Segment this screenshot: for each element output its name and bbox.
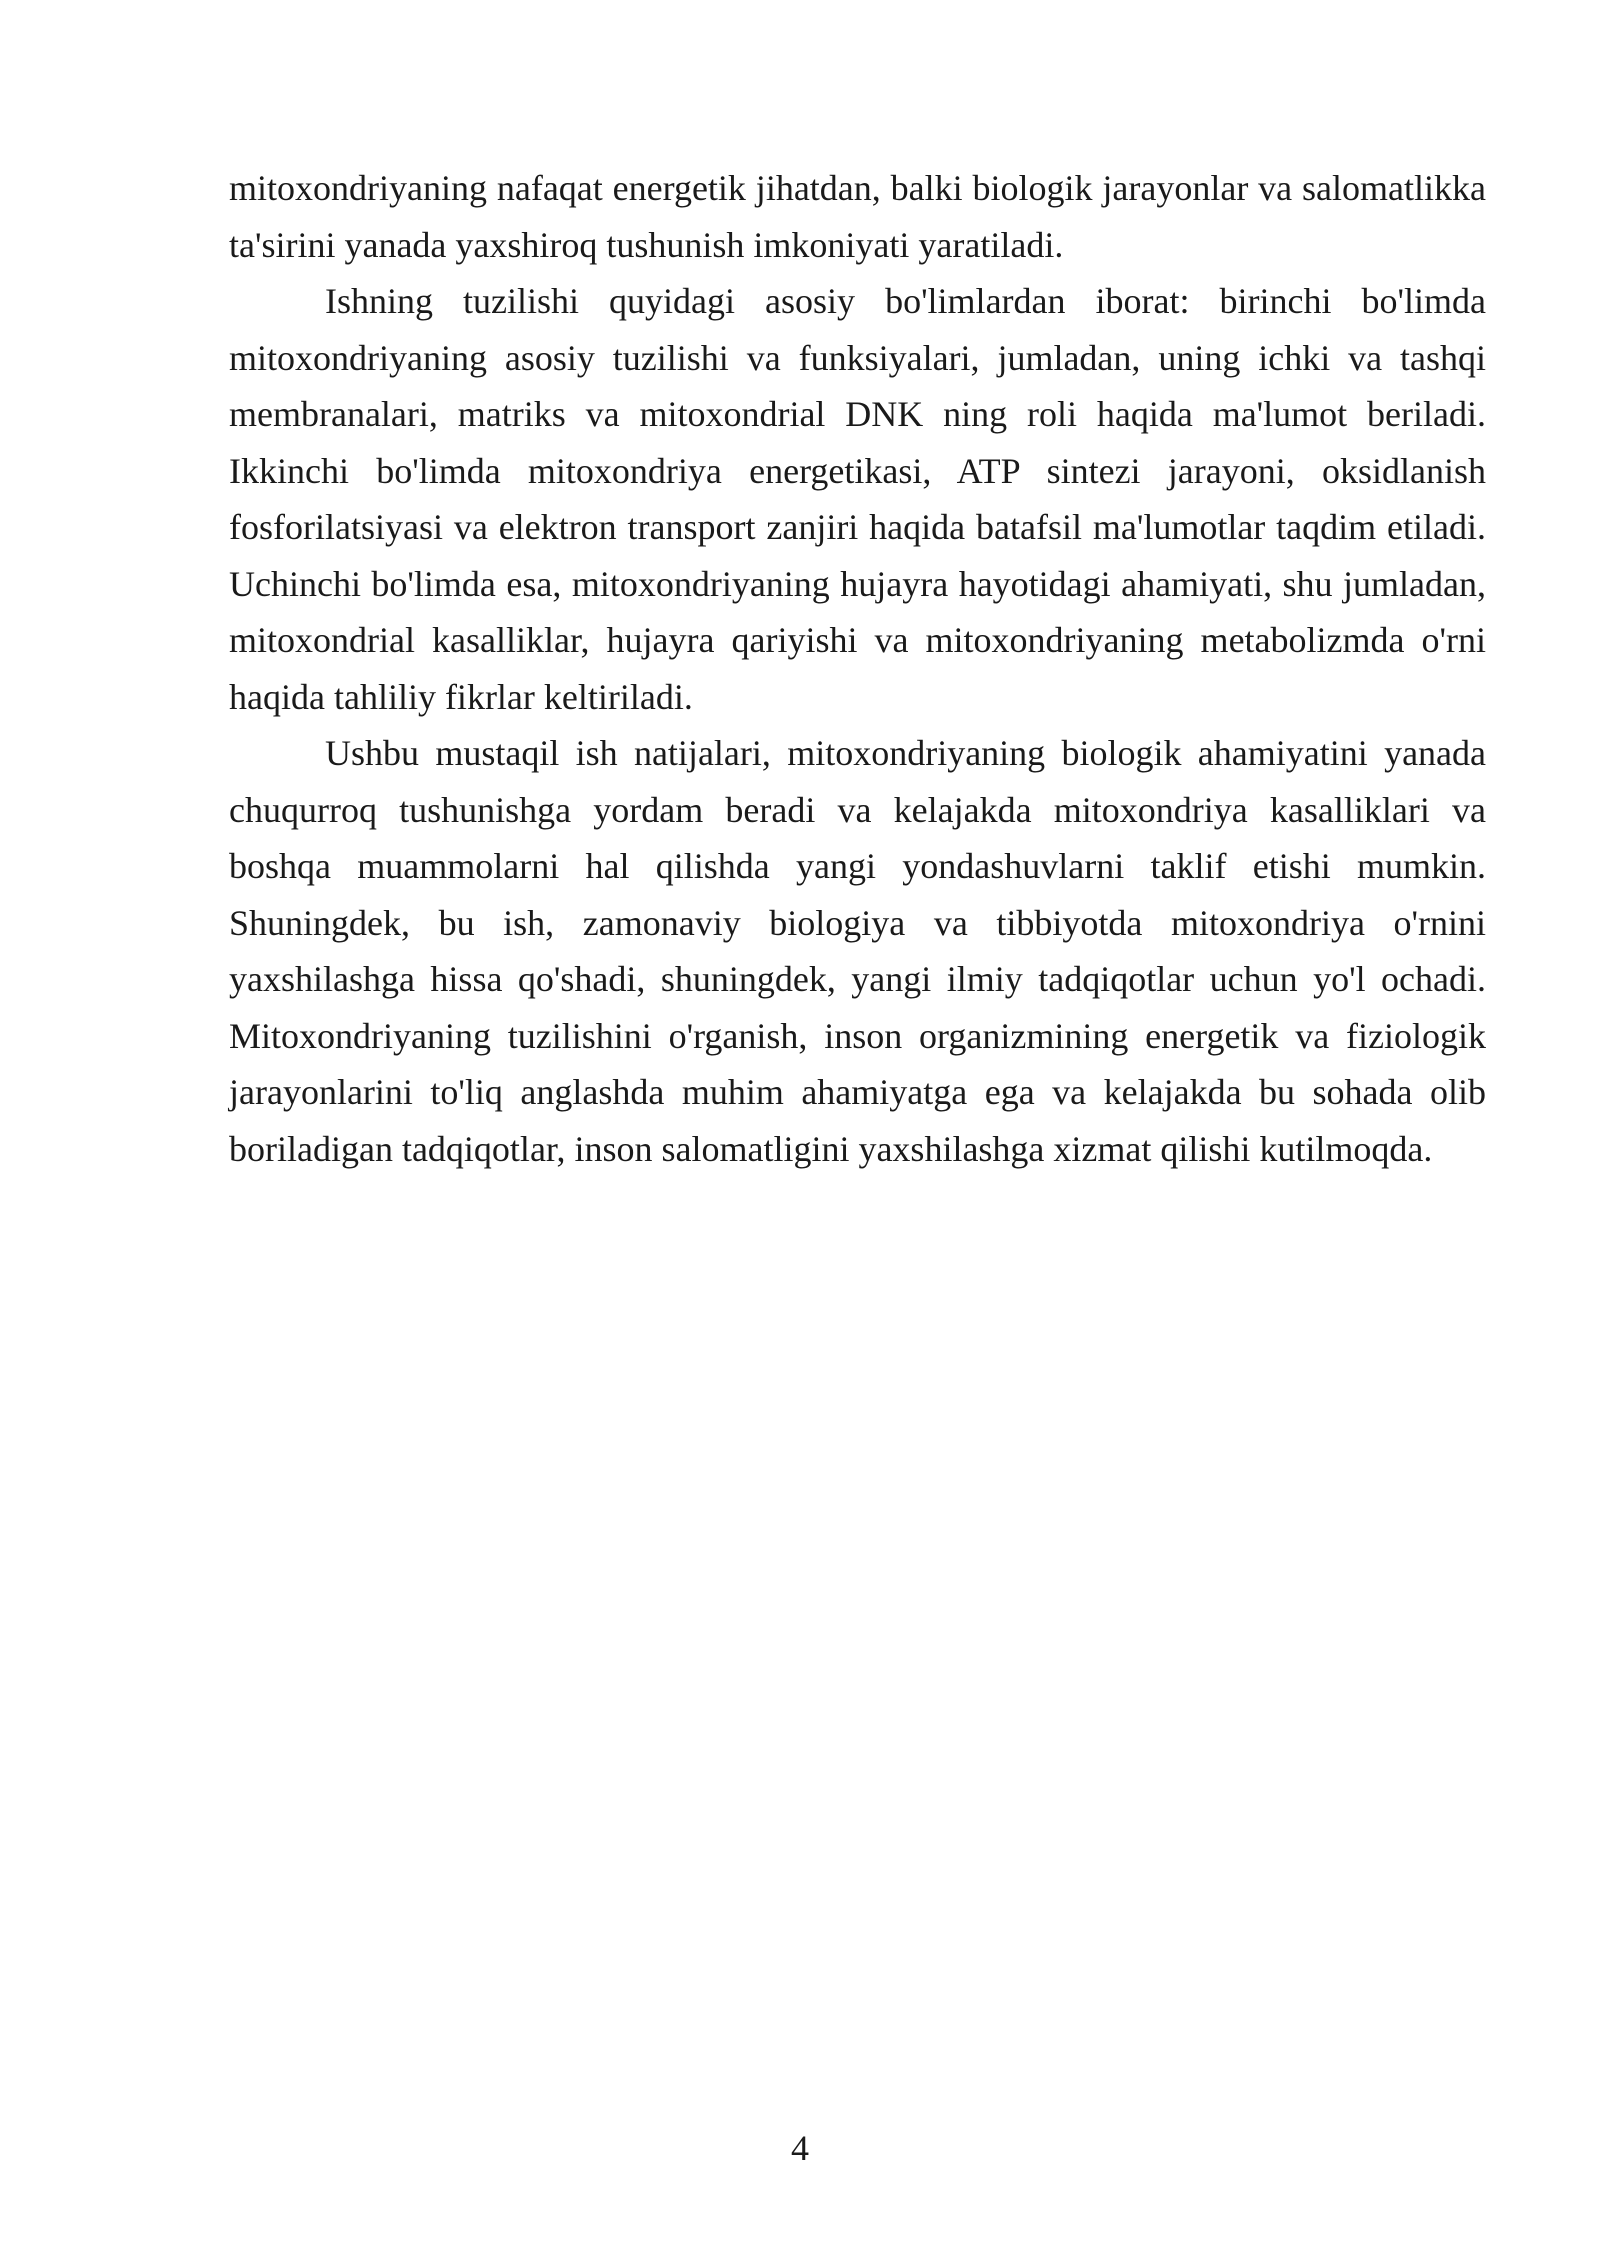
paragraph-conclusion: Ushbu mustaqil ish natijalari, mitoxondriyaning biologik ahamiyatini yanada chuqurroq tushunishga yordam beradi va kelajakda mitoxondriya kasalliklari va boshqa muammolarni hal qilishda yangi yondashuvlarni taklif etishi mumkin. Shuningdek, bu ish, zamonaviy biologiya va tibbiyotda mitoxondriya o'rnini yaxshilashga hissa qo'shadi, shuningdek, yangi ilmiy tadqiqotlar uchun yo'l ochadi. Mitoxondriyaning tuzilishini o'rganish, inson organizmining energetik va fiziologik jarayonlarini to'liq anglashda muhim ahamiyatga ega va kelajakda bu sohada olib boriladigan tadqiqotlar, inson salomatligini yaxshilashga xizmat qilishi kutilmoqda. — [229, 733, 1486, 1169]
page-number: 4 — [791, 2128, 809, 2168]
paragraph-structure: Ishning tuzilishi quyidagi asosiy bo'limlardan iborat: birinchi bo'limda mitoxondriyaning asosiy tuzilishi va funksiyalari, jumladan, uning ichki va tashqi membranalari, matriks va mitoxondrial DNK ning roli haqida ma'lumot beriladi. Ikkinchi bo'limda mitoxondriya energetikasi, ATP sintezi jarayoni, oksidlanish fosforilatsiyasi va elektron transport zanjiri haqida batafsil ma'lumotlar taqdim etiladi. Uchinchi bo'limda esa, mitoxondriyaning hujayra hayotidagi ahamiyati, shu jumladan, mitoxondrial kasalliklar, hujayra qariyishi va mitoxondriyaning metabolizmda o'rni haqida tahliliy fikrlar keltiriladi. — [229, 281, 1486, 717]
body-text — [229, 160, 1486, 1177]
paragraph-continuation: mitoxondriyaning nafaqat energetik jihatdan, balki biologik jarayonlar va salomatlikka ta'sirini yanada yaxshiroq tushunish imkoniyati yaratiladi. — [229, 168, 1486, 265]
